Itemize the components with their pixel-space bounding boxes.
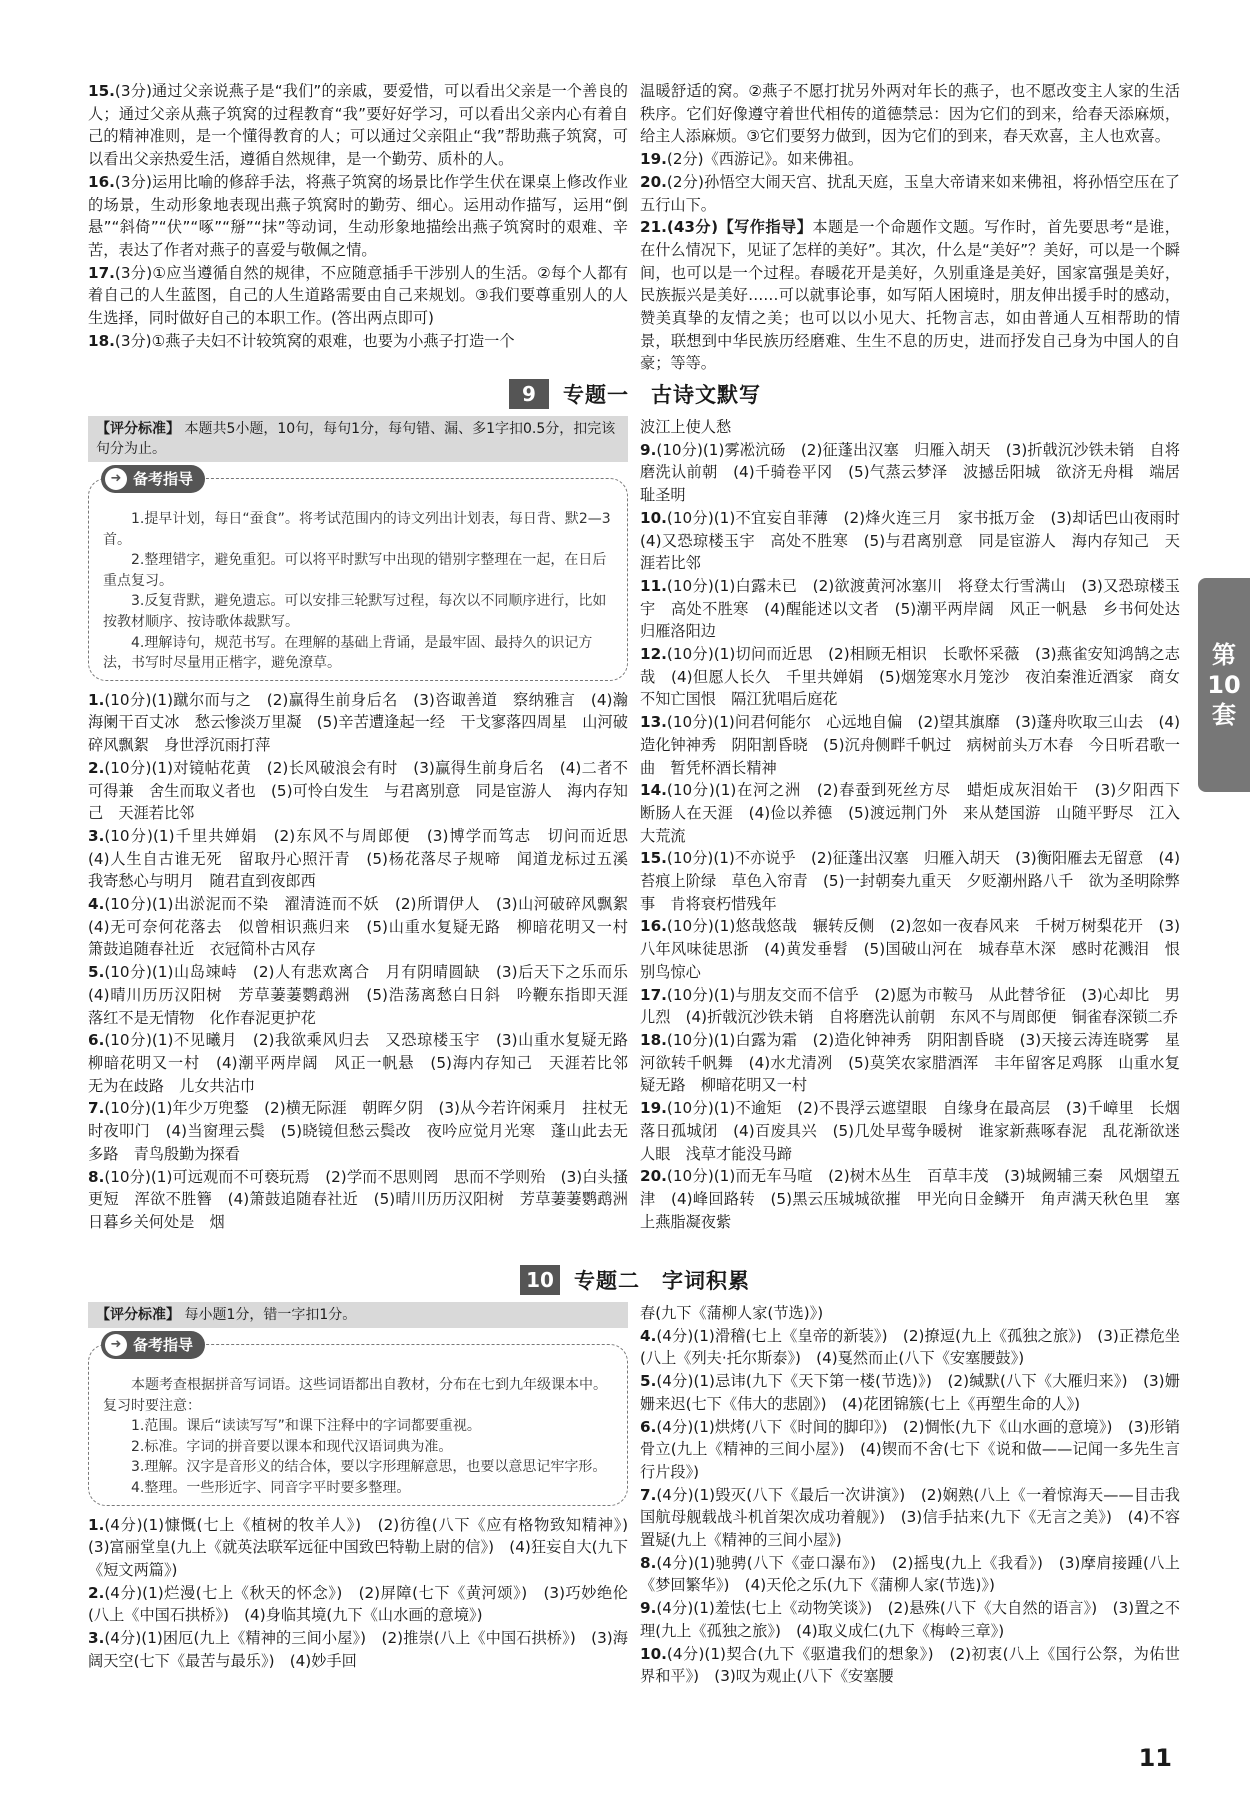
answer-text: (10分)(1)而无车马喧 (2)树木丛生 百草丰茂 (3)城阙辅三秦 风烟望五津 (4)峰回路转 (5)黑云压城城欲摧 甲光向日金鳞开 角声满天秋色里 塞上燕脂凝夜紫: [640, 1167, 1180, 1231]
answer-text: (10分)(1)不逾矩 (2)不畏浮云遮望眼 自缘身在最高层 (3)千嶂里 长烟落日孤城闭 (4)百废具兴 (5)几处早莺争暖树 谁家新燕啄春泥 乱花渐欲迷人眼 浅草才能没马蹄: [640, 1099, 1180, 1163]
answer-item: [640, 416, 1180, 439]
answer-number: 6.: [640, 1417, 657, 1436]
answer-item: [640, 1416, 1180, 1484]
answer-item: [88, 1514, 644, 1582]
answer-item: [88, 171, 628, 262]
answer-item: [640, 1484, 1180, 1552]
answer-item: [88, 1097, 628, 1165]
answer-text: (10分)(1)不亦说乎 (2)征蓬出汉塞 归雁入胡天 (3)衡阳雁去无留意 (4)苔痕上阶绿 草色入帘青 (5)一封朝奏九重天 夕贬潮州路八千 欲为圣明除弊事 肯将衰朽惜残年: [640, 849, 1180, 913]
answer-item: [88, 961, 644, 1029]
answer-item: [640, 1097, 1180, 1165]
answer-number: 3.: [88, 826, 105, 845]
answer-item: [88, 1627, 628, 1672]
page-number: 11: [1138, 1744, 1172, 1772]
answer-text: (10分)(1)不见曦月 (2)我欲乘风归去 又恐琼楼玉宇 (3)山重水复疑无路 柳暗花明又一村 (4)潮平两岸阔 风正一帆悬 (5)海内存知己 天涯若比邻 无为在歧路 儿女共沾巾: [88, 1031, 644, 1095]
answer-item: [640, 1029, 1180, 1097]
answer-item: [640, 80, 1180, 148]
answer-number: 18.: [640, 1030, 667, 1049]
answer-item: [640, 575, 1196, 643]
section-title: 专题一 古诗文默写: [563, 382, 761, 407]
answer-text: (4分)(1)滑稽(七上《皇帝的新装》) (2)撩逗(九上《孤独之旅》) (3)正襟危坐(八上《列夫·托尔斯泰》) (4)戛然而止(八下《安塞腰鼓》): [640, 1326, 1180, 1368]
answer-number: 5.: [640, 1372, 657, 1391]
answer-number: 19.: [640, 150, 667, 169]
answer-text: 温暖舒适的窝。②燕子不愿打扰另外两对年长的燕子，也不愿改变主人家的生活秩序。它们好像遵守着世代相传的道德禁忌：因为它们的到来，给春天添麻烦，给主人添麻烦。③它们要努力做到，因为它们的到来，春天欢喜，主人也欢喜。: [640, 82, 1180, 146]
answer-item: [88, 893, 644, 961]
answer-number: 18.: [88, 331, 115, 350]
answer-number: 4.: [88, 895, 105, 914]
answer-text: (4分)(1)忌讳(九下《天下第一楼(节选)》) (2)缄默(八下《大雁归来》) (3)姗姗来迟(七下《伟大的悲剧》) (4)花团锦簇(七上《再塑生命的人》): [640, 1372, 1180, 1413]
answer-item: [640, 439, 1180, 507]
answer-item: [640, 984, 1180, 1029]
answer-item: [640, 171, 1180, 216]
answer-text: (10分)(1)悠哉悠哉 辗转反侧 (2)忽如一夜春风来 千树万树梨花开 (3)八年风味徒思浙 (4)黄发垂髫 (5)国破山河在 城春草木深 感时花溅泪 恨别鸟惊心: [640, 917, 1180, 981]
answer-item: [640, 643, 1180, 711]
sec9-left-column: [88, 416, 644, 1234]
answer-item: [88, 330, 628, 353]
answer-text: (3分)运用比喻的修辞手法，将燕子筑窝的场景比作学生伏在课桌上修改作业的场景，生动形象地表现出燕子筑窝时的勤劳、细心。运用动作描写，运用“倒悬”“斜倚”“伏”“啄”“掰”“抹”等动词，生动形象地描绘出燕子筑窝时的艰难、辛苦，表达了作者对燕子的喜爱与敬佩之情。: [88, 172, 628, 259]
answer-item: [640, 1370, 1180, 1415]
answer-number: 2.: [88, 758, 105, 777]
answer-text: (10分)(1)切问而近思 (2)相顾无相识 长歌怀采薇 (3)燕雀安知鸿鹄之志哉 (4)但愿人长久 千里共婵娟 (5)烟笼寒水月笼沙 夜泊秦淮近酒家 商女不知亡国恨 隔江犹唱后庭花: [640, 645, 1180, 709]
answer-number: 1.: [88, 1515, 105, 1534]
answer-number: 13.: [640, 713, 667, 732]
answer-number: 9.: [640, 1599, 657, 1618]
answer-item: [640, 1643, 1180, 1688]
answer-text: (10分)(1)问君何能尔 心远地自偏 (2)望其旗靡 (3)蓬舟吹取三山去 (4)造化钟神秀 阴阳割昏晓 (5)沉舟侧畔千帆过 病树前头万木春 今日听君歌一曲 暂凭杯酒长精神: [640, 713, 1180, 777]
prep-guide-text: [103, 1375, 615, 1499]
answer-number: 3.: [88, 1629, 105, 1648]
answer-text: (4分)(1)毁灭(八下《最后一次讲演》) (2)娴熟(八上《一着惊海天——目击我国航母舰载战斗机首架次成功着舰》) (3)信手拈来(九下《无言之美》) (4)不容置疑(九上《精神的三间小屋》): [640, 1485, 1180, 1550]
answer-number: 19.: [640, 1099, 667, 1118]
answer-item: [640, 1325, 1180, 1370]
answer-item: [640, 847, 1180, 915]
answer-text: (3分)①应当遵循自然的规律，不应随意插手干涉别人的生活。②每个人都有着自己的人生蓝图，自己的人生道路需要由自己来规划。③我们要尊重别人的人生选择，同时做好自己的本职工作。(答出两点即可): [88, 263, 628, 328]
section-header-9: [88, 376, 1182, 412]
section-header-10: [88, 1262, 1182, 1298]
answer-number: 5.: [88, 963, 105, 982]
answer-number: 15.: [640, 849, 667, 868]
answer-number: 14.: [640, 781, 667, 800]
answer-text: (4分)(1)羞怯(七上《动物笑谈》) (2)悬殊(八下《大自然的语言》) (3)置之不理(九上《孤独之旅》) (4)取义成仁(九下《梅岭三章》): [640, 1599, 1180, 1640]
answer-text: (10分)(1)年少万兜鍪 (2)横无际涯 朝晖夕阴 (3)从今若许闲乘月 拄杖无时夜叩门 (4)当窗理云鬓 (5)晓镜但愁云鬓改 夜吟应觉月光寒 蓬山此去无多路 青鸟殷勤为探看: [88, 1099, 628, 1163]
answer-number: 16.: [88, 172, 115, 191]
answer-number: 6.: [88, 1031, 105, 1050]
answer-text: (10分)(1)蹴尔而与之 (2)赢得生前身后名 (3)咨诹善道 察纳雅言 (4)瀚海阑干百丈冰 愁云惨淡万里凝 (5)辛苦遭逢起一经 干戈寥落四周星 山河破碎风飘絮 身世浮沉雨打萍: [88, 690, 628, 755]
answer-number: 7.: [640, 1485, 657, 1504]
arrow-icon: ➜: [105, 1334, 127, 1356]
prep-guide-box: [88, 469, 628, 681]
guide-line: 3.反复背默，避免遗忘。可以安排三轮默写过程，每次以不同顺序进行，比如按教材顺序、按诗歌体裁默写。: [103, 593, 607, 630]
answer-text: (3分)①燕子夫妇不计较筑窝的艰难，也要为小燕子打造一个: [114, 331, 515, 350]
answer-list: [88, 1514, 644, 1673]
prep-guide-badge: [101, 1331, 205, 1359]
answer-item: [88, 1582, 628, 1627]
answer-number: 4.: [640, 1326, 657, 1345]
scoring-standard-text: 每小题1分，错一字扣1分。: [184, 1307, 357, 1323]
scoring-standard-text: 本题共5小题，10句，每句1分，每句错、漏、多1字扣0.5分，扣完该句分为止。: [96, 421, 616, 457]
answer-text: (10分)(1)出淤泥而不染 濯清涟而不妖 (2)所谓伊人 (3)山河破碎风飘絮 (4)无可奈何花落去 似曾相识燕归来 (5)山重水复疑无路 柳暗花明又一村 箫鼓追随春社近 衣冠简朴古风存: [88, 895, 644, 959]
guide-line: 1.范围。课后“读读写写”和课下注释中的字词都要重视。: [131, 1418, 481, 1435]
sec8-left-column: [88, 80, 628, 352]
answer-text: 春(九下《蒲柳人家(节选)》): [640, 1304, 824, 1322]
scoring-standard-label: 【评分标准】: [96, 421, 180, 437]
answer-item: [640, 1165, 1180, 1233]
answer-number: 12.: [640, 645, 667, 664]
sec9-right-column: [640, 416, 1196, 1233]
answer-text: (10分)(1)与朋友交而不信乎 (2)愿为市鞍马 从此替爷征 (3)心却比 男儿烈 (4)折戟沉沙铁未销 自将磨洗认前朝 东风不与周郎便 铜雀春深锁二乔: [640, 985, 1180, 1027]
answer-item: [640, 1552, 1180, 1597]
arrow-icon: ➜: [105, 468, 127, 490]
answer-text: 本题是一个命题作文题。写作时，首先要思考“是谁，在什么情况下，见证了怎样的美好”。其次，什么是“美好”？美好，可以是一个瞬间，也可以是一个过程。春暖花开是美好，久别重逢是美好，国家富强是美好，民族振兴是美好……可以就事论事，如写陌人困境时，朋友伸出援手时的感动，赞美真挚的友情之美；也可以以小见大、托物言志，如由普通人互相帮助的情景，联想到中华民族历经磨难、生生不息的历史，进而抒发自己身为中国人的自豪；等等。: [640, 218, 1180, 373]
answer-tag: (43分)【写作指导】: [666, 218, 813, 237]
answer-text: (3分)通过父亲说燕子是“我们”的亲戚，要爱惜，可以看出父亲是一个善良的人；通过父亲从燕子筑窝的过程教育“我”要好好学习，可以看出父亲内心有着自己的精神准则，是一个懂得教育的人；可以通过父亲阻止“我”帮助燕子筑窝，可以看出父亲热爱生活，遵循自然规律，是一个勤劳、质朴的人。: [88, 82, 628, 169]
scoring-standard: [88, 1302, 628, 1328]
sec8-right-column: [640, 80, 1180, 375]
answer-number: 20.: [640, 172, 667, 191]
guide-line: 4.整理。一些形近字、同音字平时要多整理。: [131, 1479, 411, 1496]
sec10-right-column: [640, 1302, 1180, 1688]
answer-number: 20.: [640, 1167, 667, 1186]
prep-guide-text: [103, 509, 615, 674]
answer-number: 17.: [640, 985, 667, 1004]
scoring-standard: [88, 416, 628, 462]
answer-text: (10分)(1)雾凇沆砀 (2)征蓬出汉塞 归雁入胡天 (3)折戟沉沙铁未销 自将磨洗认前朝 (4)千骑卷平冈 (5)气蒸云梦泽 波撼岳阳城 欲济无舟楫 端居耻圣明: [640, 440, 1180, 505]
answer-text: (10分)(1)不宜妄自菲薄 (2)烽火连三月 家书抵万金 (3)却话巴山夜雨时 (4)又恐琼楼玉宇 高处不胜寒 (5)与君离别意 同是宦游人 海内存知己 天涯若比邻: [640, 508, 1196, 573]
section-number: 9: [509, 379, 549, 409]
answer-item: [640, 779, 1196, 847]
answer-item: [640, 216, 1180, 375]
answer-text: (10分)(1)可远观而不可亵玩焉 (2)学而不思则罔 思而不学则殆 (3)白头搔更短 浑欲不胜簪 (4)箫鼓追随春社近 (5)晴川历历汉阳树 芳草萋萋鹦鹉洲 日暮乡关何处是 烟: [88, 1167, 644, 1231]
answer-number: 11.: [640, 576, 667, 595]
answer-text: (4分)(1)慷慨(七上《植树的牧羊人》) (2)彷徨(八下《应有格物致知精神》) (3)富丽堂皇(九上《就英法联军远征中国致巴特勒上尉的信》) (4)狂妄自大(九下《短文两篇》): [88, 1515, 644, 1579]
answer-number: 7.: [88, 1099, 105, 1118]
answer-text: (4分)(1)烘烤(八下《时间的脚印》) (2)惆怅(九下《山水画的意境》) (3)形销骨立(九上《精神的三间小屋》) (4)锲而不舍(七下《说和做——记闻一多先生言行片段》): [640, 1417, 1180, 1481]
answer-number: 15.: [88, 82, 115, 100]
answer-item: [88, 1166, 644, 1234]
sec10-left-column: [88, 1302, 644, 1672]
answer-text: (4分)(1)驰骋(八下《壶口瀑布》) (2)摇曳(九上《我看》) (3)摩肩接踵(八上《梦回繁华》) (4)天伦之乐(九下《蒲柳人家(节选)》): [640, 1553, 1180, 1595]
answer-text: 波江上使人愁: [640, 418, 732, 436]
guide-line: 3.理解。汉字是音形义的结合体，要以字形理解意思，也要以意思记牢字形。: [131, 1459, 607, 1476]
answer-number: 2.: [88, 1583, 105, 1602]
side-tab-char-3: 套: [1212, 701, 1236, 729]
answer-text: (2分)《西游记》。如来佛祖。: [666, 150, 864, 169]
answer-number: 8.: [88, 1167, 105, 1186]
answer-list: [88, 689, 644, 1234]
answer-text: (10分)(1)白露为霜 (2)造化钟神秀 阴阳割昏晓 (3)天接云涛连晓雾 星河欲转千帆舞 (4)水尤清冽 (5)莫笑农家腊酒浑 丰年留客足鸡豚 山重水复疑无路 柳暗花明又一村: [640, 1030, 1180, 1095]
prep-guide-badge: [101, 465, 205, 493]
answer-item: [88, 757, 628, 825]
answer-text: (4分)(1)困厄(九上《精神的三间小屋》) (2)推崇(八上《中国石拱桥》) (3)海阔天空(七下《最苦与最乐》) (4)妙手回: [88, 1629, 628, 1670]
answer-text: (10分)(1)白露未已 (2)欲渡黄河冰塞川 将登太行雪满山 (3)又恐琼楼玉宇 高处不胜寒 (4)醒能述以文者 (5)潮平两岸阔 风正一帆悬 乡书何处达 归雁洛阳边: [640, 576, 1196, 641]
answer-item: [640, 1302, 1180, 1325]
guide-line: 本题考查根据拼音写词语。这些词语都出自教材，分布在七到九年级课本中。复习时要注意：: [103, 1377, 607, 1414]
guide-line: 4.理解诗句，规范书写。在理解的基础上背诵，是最牢固、最持久的识记方法，书写时尽量用正楷字，避免潦草。: [103, 634, 593, 672]
side-tab-char-1: 第: [1212, 641, 1236, 669]
answer-number: 16.: [640, 917, 667, 936]
prep-guide-label: 备考指导: [133, 1335, 194, 1354]
answer-item: [88, 262, 628, 330]
answer-number: 10.: [640, 1644, 667, 1663]
answer-text: (10分)(1)对镜帖花黄 (2)长风破浪会有时 (3)赢得生前身后名 (4)二者不可得兼 舍生而取义者也 (5)可怜白发生 与君离别意 同是宦游人 海内存知己 天涯若比邻: [88, 758, 628, 823]
answer-item: [88, 1029, 644, 1097]
answer-number: 9.: [640, 440, 657, 459]
answer-text: (10分)(1)山岛竦峙 (2)人有悲欢离合 月有阴晴圆缺 (3)后天下之乐而乐 (4)晴川历历汉阳树 芳草萋萋鹦鹉洲 (5)浩荡离愁白日斜 吟鞭东指即天涯 落红不是无情物 化作春泥更护花: [88, 963, 644, 1027]
answer-text: (4分)(1)烂漫(七上《秋天的怀念》) (2)屏障(七下《黄河颂》) (3)巧妙绝伦(八上《中国石拱桥》) (4)身临其境(九下《山水画的意境》): [88, 1583, 628, 1625]
side-tab: [1198, 578, 1250, 792]
answer-number: 8.: [640, 1553, 657, 1572]
answer-item: [640, 1597, 1180, 1642]
section-number: 10: [520, 1265, 560, 1295]
answer-item: [88, 689, 628, 757]
answer-text: (10分)(1)千里共婵娟 (2)东风不与周郎便 (3)博学而笃志 切问而近思 (4)人生自古谁无死 留取丹心照汗青 (5)杨花落尽子规啼 闻道龙标过五溪 我寄愁心与明月 随君直到夜郎西: [88, 826, 644, 891]
prep-guide-label: 备考指导: [133, 469, 194, 488]
guide-line: 1.提早计划，每日“蚕食”。将考试范围内的诗文列出计划表，每日背、默2—3首。: [103, 511, 611, 548]
answer-number: 21.: [640, 218, 667, 237]
answer-item: [640, 507, 1196, 575]
answer-text: (2分)孙悟空大闹天宫、扰乱天庭，玉皇大帝请来如来佛祖，将孙悟空压在了五行山下。: [640, 172, 1180, 214]
answer-item: [640, 915, 1180, 983]
section-title: 专题二 字词积累: [574, 1268, 750, 1293]
answer-item: [88, 825, 644, 893]
answer-number: 1.: [88, 690, 105, 709]
scoring-standard-label: 【评分标准】: [96, 1307, 180, 1323]
answer-text: (10分)(1)在河之洲 (2)春蚕到死丝方尽 蜡炬成灰泪始干 (3)夕阳西下 断肠人在天涯 (4)俭以养德 (5)渡远荆门外 来从楚国游 山随平野尽 江入大荒流: [640, 781, 1196, 845]
guide-line: 2.标准。字词的拼音要以课本和现代汉语词典为准。: [131, 1438, 453, 1455]
answer-item: [88, 80, 628, 171]
answer-item: [640, 148, 1180, 171]
prep-guide-box: [88, 1335, 628, 1506]
answer-number: 17.: [88, 263, 115, 282]
answer-number: 10.: [640, 508, 667, 527]
answer-item: [640, 711, 1180, 779]
side-tab-char-2: 10: [1207, 671, 1241, 699]
answer-text: (4分)(1)契合(九下《驱遣我们的想象》) (2)初衷(八上《国行公祭，为佑世界和平》) (3)叹为观止(八下《安塞腰: [640, 1644, 1180, 1686]
guide-line: 2.整理错字，避免重犯。可以将平时默写中出现的错别字整理在一起，在日后重点复习。: [103, 552, 607, 589]
